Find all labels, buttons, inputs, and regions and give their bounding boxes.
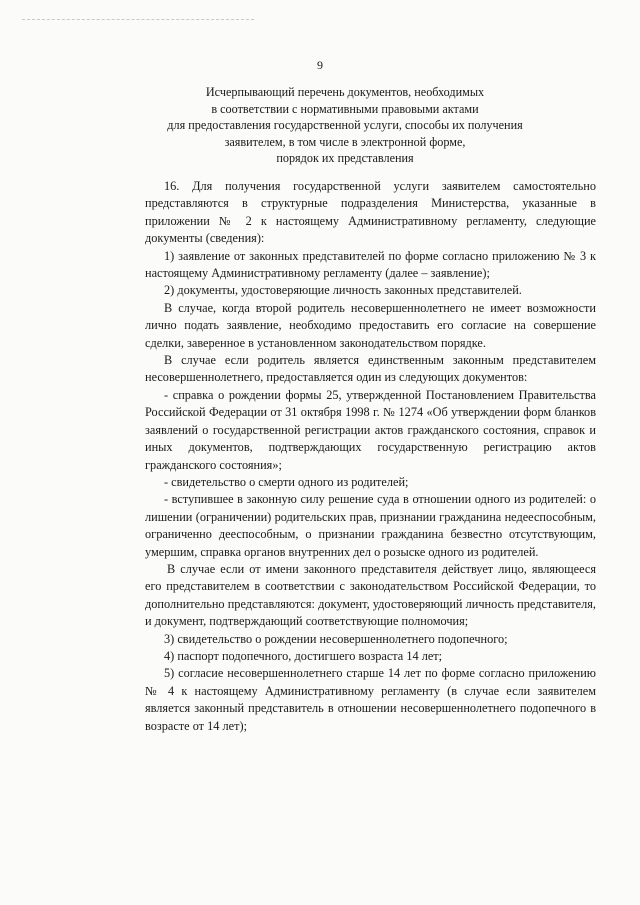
list-item-minor-consent: 5) согласие несовершеннолетнего старше 14 лет по форме согласно приложению № 4 к настоящему Административному регламенту (в случае если заявителем является законный представитель в отношении несовершеннолетнего подопечного в возрасте от 14 лет); bbox=[145, 666, 596, 733]
paragraph-single-parent: В случае если родитель является единственным законным представителем несовершеннолетнего, предоставляется один из следующих документов: bbox=[145, 353, 596, 385]
list-item-birth-certificate-form-25: - справка о рождении формы 25, утвержденной Постановлением Правительства Российской Федерации от 31 октября 1998 г. № 1274 «Об утверждении форм бланков заявлений о государственной регистрации актов гражданского состояния, справок и иных документов, подтверждающих государственную регистрацию актов гражданского состояния»; bbox=[145, 387, 596, 472]
list-item-passport: 4) паспорт подопечного, достигшего возраста 14 лет; bbox=[164, 648, 443, 663]
heading-line: для предоставления государственной услуги, способы их получения bbox=[167, 118, 523, 133]
list-item-application: 1) заявление от законных представителей по форме согласно приложению № 3 к настоящему Административному регламенту (далее – заявление); bbox=[145, 248, 596, 281]
list-item-court-decision: - вступившее в законную силу решение суда в отношении одного из родителей: о лишении (ограничении) родительских прав, признании гражданина недееспособным, ограниченно дееспособным, о признании гражданина безвестно отсутствующим, умершим, справка органов внутренних дел о розыске одного из родителей. bbox=[145, 492, 596, 559]
paragraph-representative: В случае если от имени законного представителя действует лицо, являющееся его представителем в соответствии с законодательством Российской Федерации, то дополнительно представляются: документ, удостоверяющий личность представителя, и документ, подтверждающий соответствующие полномочия; bbox=[145, 561, 596, 629]
section-heading bbox=[150, 84, 540, 167]
paragraph-second-parent-consent: В случае, когда второй родитель несовершеннолетнего не имеет возможности лично подать заявление, необходимо предоставить его согласие на совершение сделки, заверенное в установленном законодательством порядке. bbox=[145, 300, 596, 350]
heading-line: в соответствии с нормативными правовыми актами bbox=[211, 101, 479, 116]
heading-line: Исчерпывающий перечень документов, необходимых bbox=[205, 85, 485, 99]
heading-line: порядок их представления bbox=[276, 151, 414, 166]
paragraph-item-16: 16. Для получения государственной услуги заявителем самостоятельно представляются в структурные подразделения Министерства, указанные в приложении № 2 к настоящему Административному регламенту, следующие документы (сведения): bbox=[145, 179, 596, 246]
heading-line: заявителем, в том числе в электронной форме, bbox=[224, 134, 466, 149]
document-body bbox=[145, 178, 596, 735]
scan-artifact-line bbox=[22, 19, 254, 20]
page-number: 9 bbox=[317, 58, 323, 72]
list-item-birth-certificate: 3) свидетельство о рождении несовершеннолетнего подопечного; bbox=[164, 631, 508, 646]
list-item-identity-documents: 2) документы, удостоверяющие личность законных представителей. bbox=[164, 283, 522, 298]
list-item-death-certificate: - свидетельство о смерти одного из родителей; bbox=[164, 474, 409, 489]
